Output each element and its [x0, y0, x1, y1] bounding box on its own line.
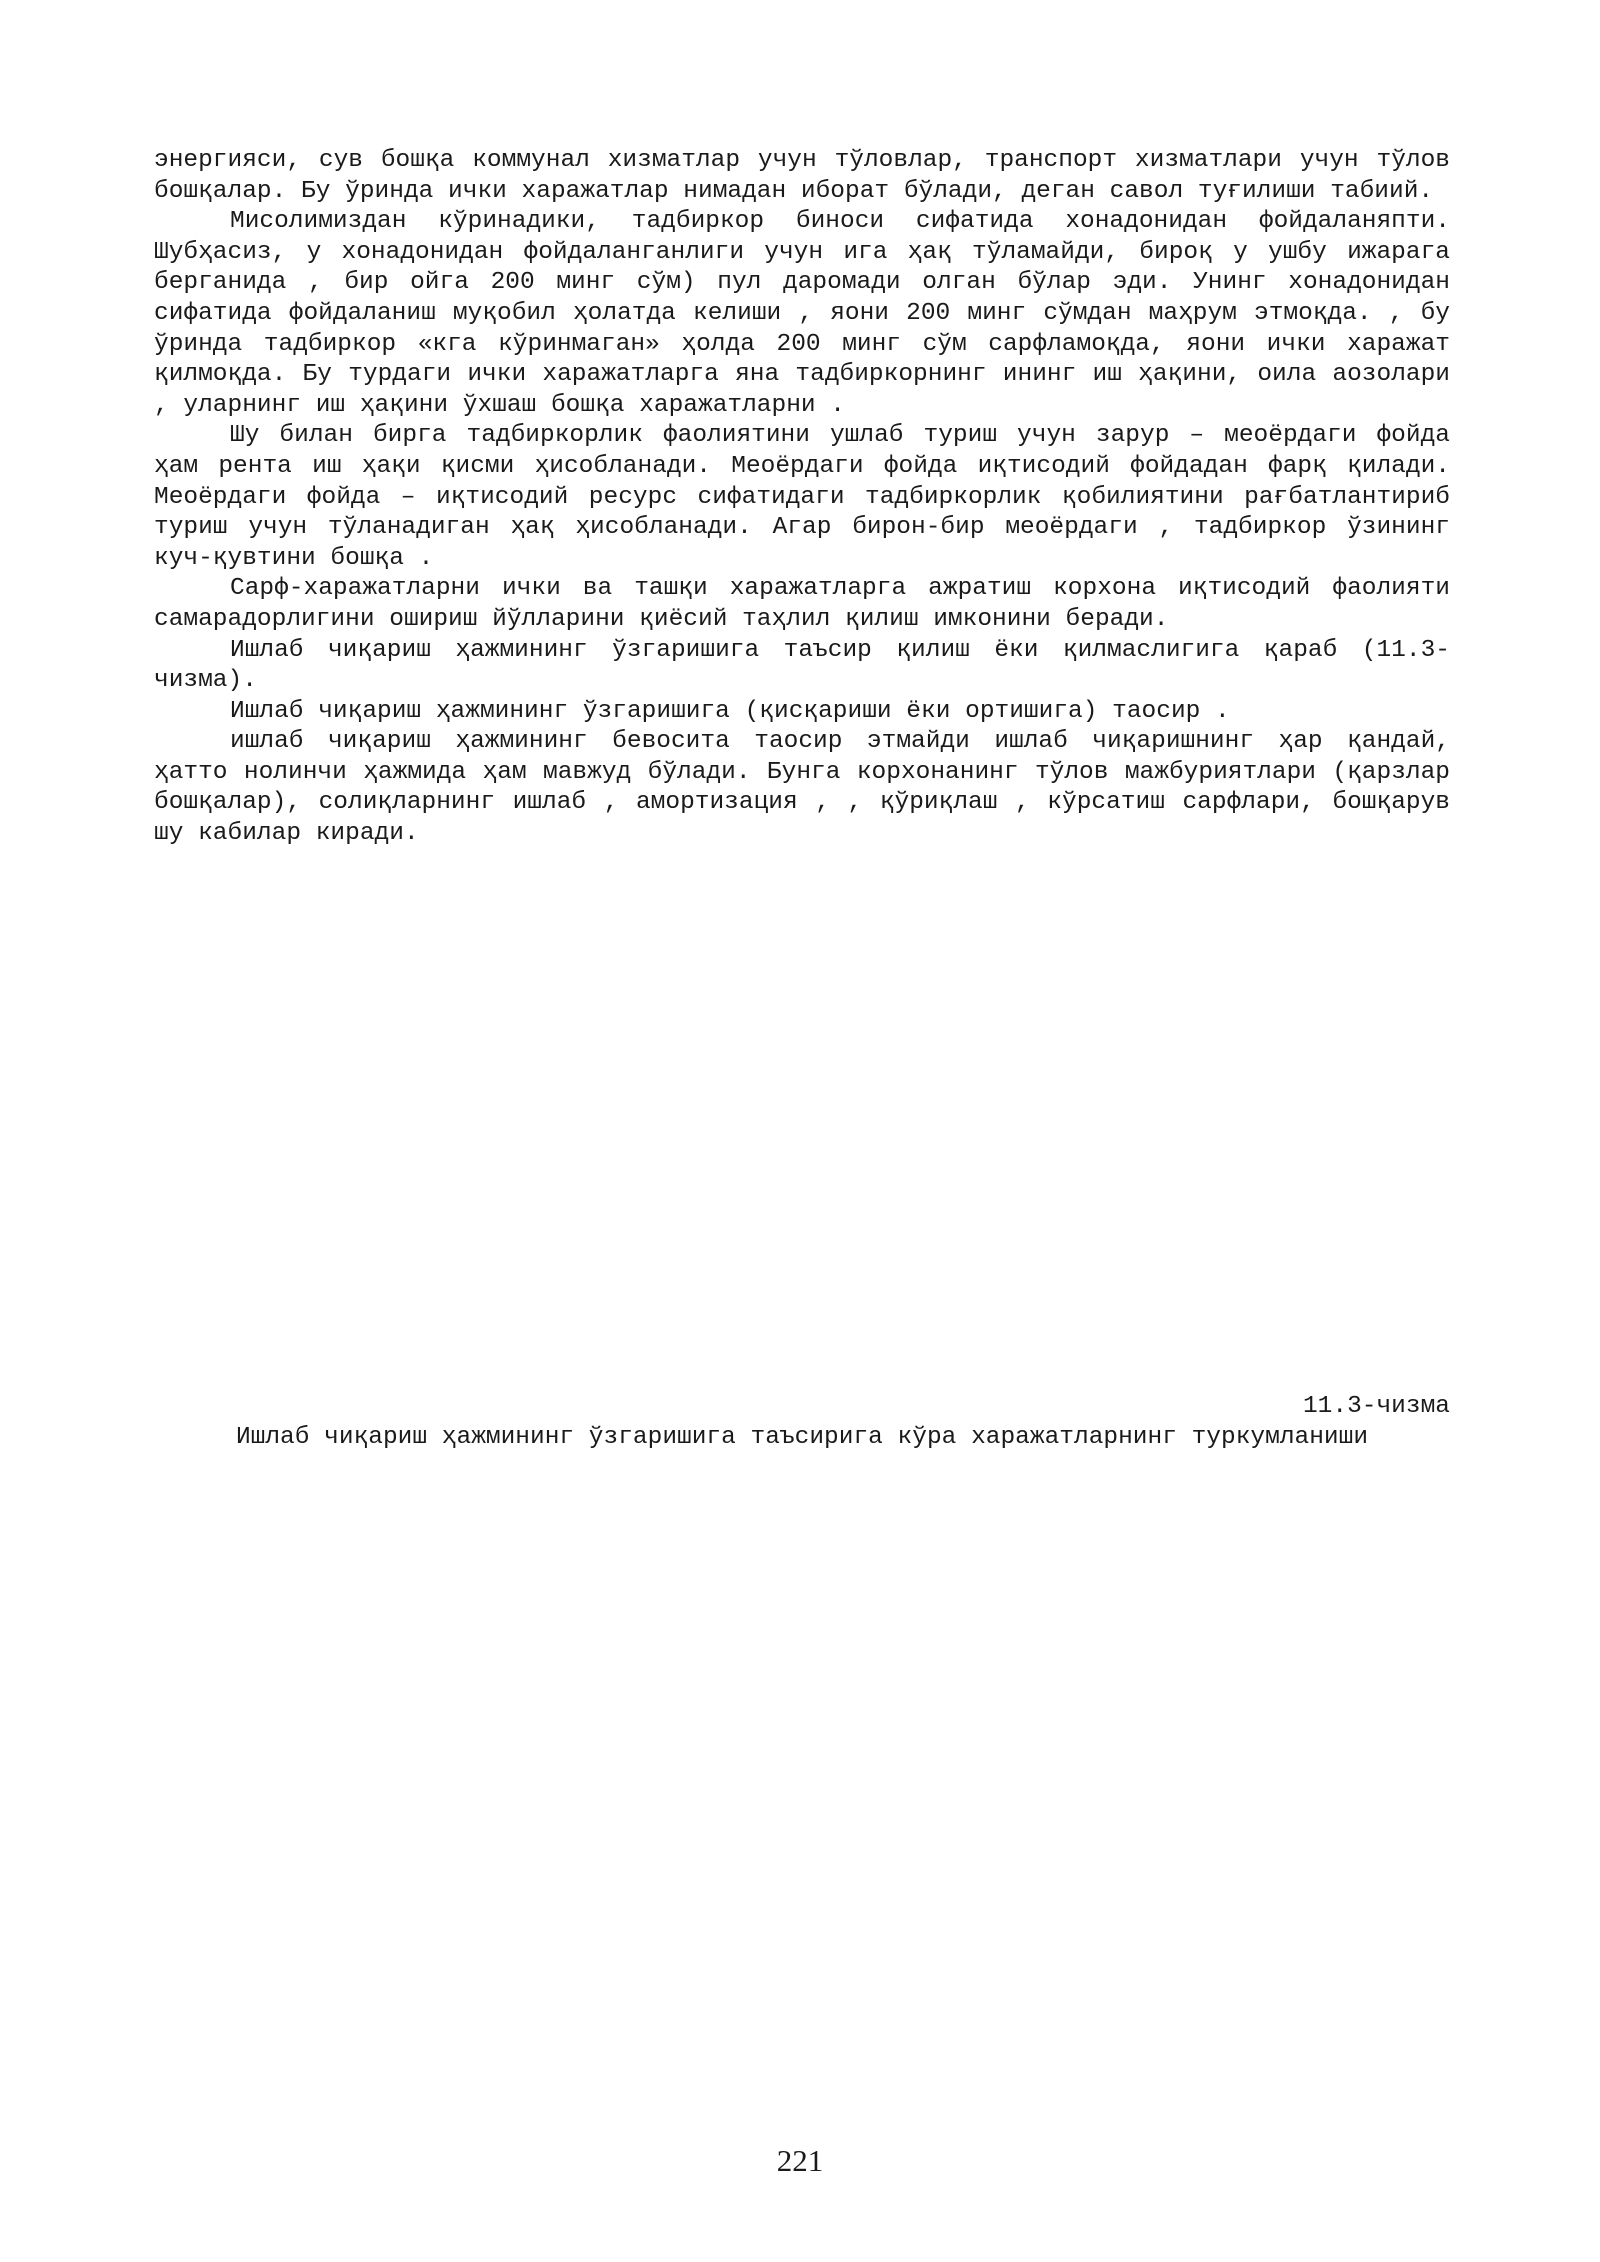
page-number: 221	[776, 2143, 824, 2178]
figure-placeholder	[154, 1470, 1450, 2090]
paragraph: Мисолимиздан кўринадики, тадбиркор биноси сифатида хонадонидан фойдаланяпти. Шубҳасиз, у хонадонидан фойдаланганлиги учун ига ҳақ тўламайди, бироқ у ушбу ижарага берганида , бир ойга 200 минг сўм) пул даромади олган бўлар эди. Унинг хонадонидан сифатида фойдаланиш муқобил ҳолатда келиши , яони 200 минг сўмдан маҳрум этмоқда. , бу ўринда тадбиркор «кга кўринмаган» ҳолда 200 минг сўм сарфламоқда, яони ички харажат қилмоқда. Бу турдаги ички харажатларга яна тадбиркорнинг ининг иш ҳақини, оила аозолари , уларнинг иш ҳақини ўхшаш бошқа харажатларни .	[154, 208, 1450, 419]
paragraph: ишлаб чиқариш ҳажмининг бевосита таосир этмайди ишлаб чиқаришнинг ҳар қандай, ҳатто нолинчи ҳажмида ҳам мавжуд бўлади. Бунга корхонанинг тўлов мажбуриятлари (қарзлар бошқалар), солиқларнинг ишлаб , амортизация , , қўриқлаш , кўрсатиш сарфлари, бошқарув шу кабилар киради.	[154, 728, 1450, 848]
paragraph: Ишлаб чиқариш ҳажмининг ўзгаришига (қисқариши ёки ортишига) таосир .	[230, 697, 1230, 725]
figure-number: 11.3-чизма	[1302, 1393, 1450, 1420]
body-text	[154, 146, 1450, 850]
paragraph: Сарф-харажатларни ички ва ташқи харажатларга ажратиш корхона иқтисодий фаолияти самарадорлигини ошириш йўлларини қиёсий таҳлил қилиш имконини беради.	[154, 575, 1450, 633]
paragraph: Шу билан бирга тадбиркорлик фаолиятини ушлаб туриш учун зарур – меоёрдаги фойда ҳам рента иш ҳақи қисми ҳисобланади. Меоёрдаги фойда иқтисодий фойдадан фарқ қилади. Меоёрдаги фойда – иқтисодий ресурс сифатидаги тадбиркорлик қобилиятини рағбатлантириб туриш учун тўланадиган ҳақ ҳисобланади. Агар бирон-бир меоёрдаги , тадбиркор ўзининг куч-қувтини бошқа .	[154, 422, 1450, 572]
paragraph: энергияси, сув бошқа коммунал хизматлар учун тўловлар, транспорт хизматлари учун тўлов бошқалар. Бу ўринда ички харажатлар нимадан иборат бўлади, деган савол туғилиши табиий.	[154, 147, 1450, 205]
figure-caption: Ишлаб чиқариш ҳажмининг ўзгаришига таъсирига кўра харажатларнинг туркумланиши	[235, 1424, 1369, 1451]
paragraph: Ишлаб чиқариш ҳажмининг ўзгаришига таъсир қилиш ёки қилмаслигига қараб (11.3-чизма).	[154, 636, 1450, 695]
